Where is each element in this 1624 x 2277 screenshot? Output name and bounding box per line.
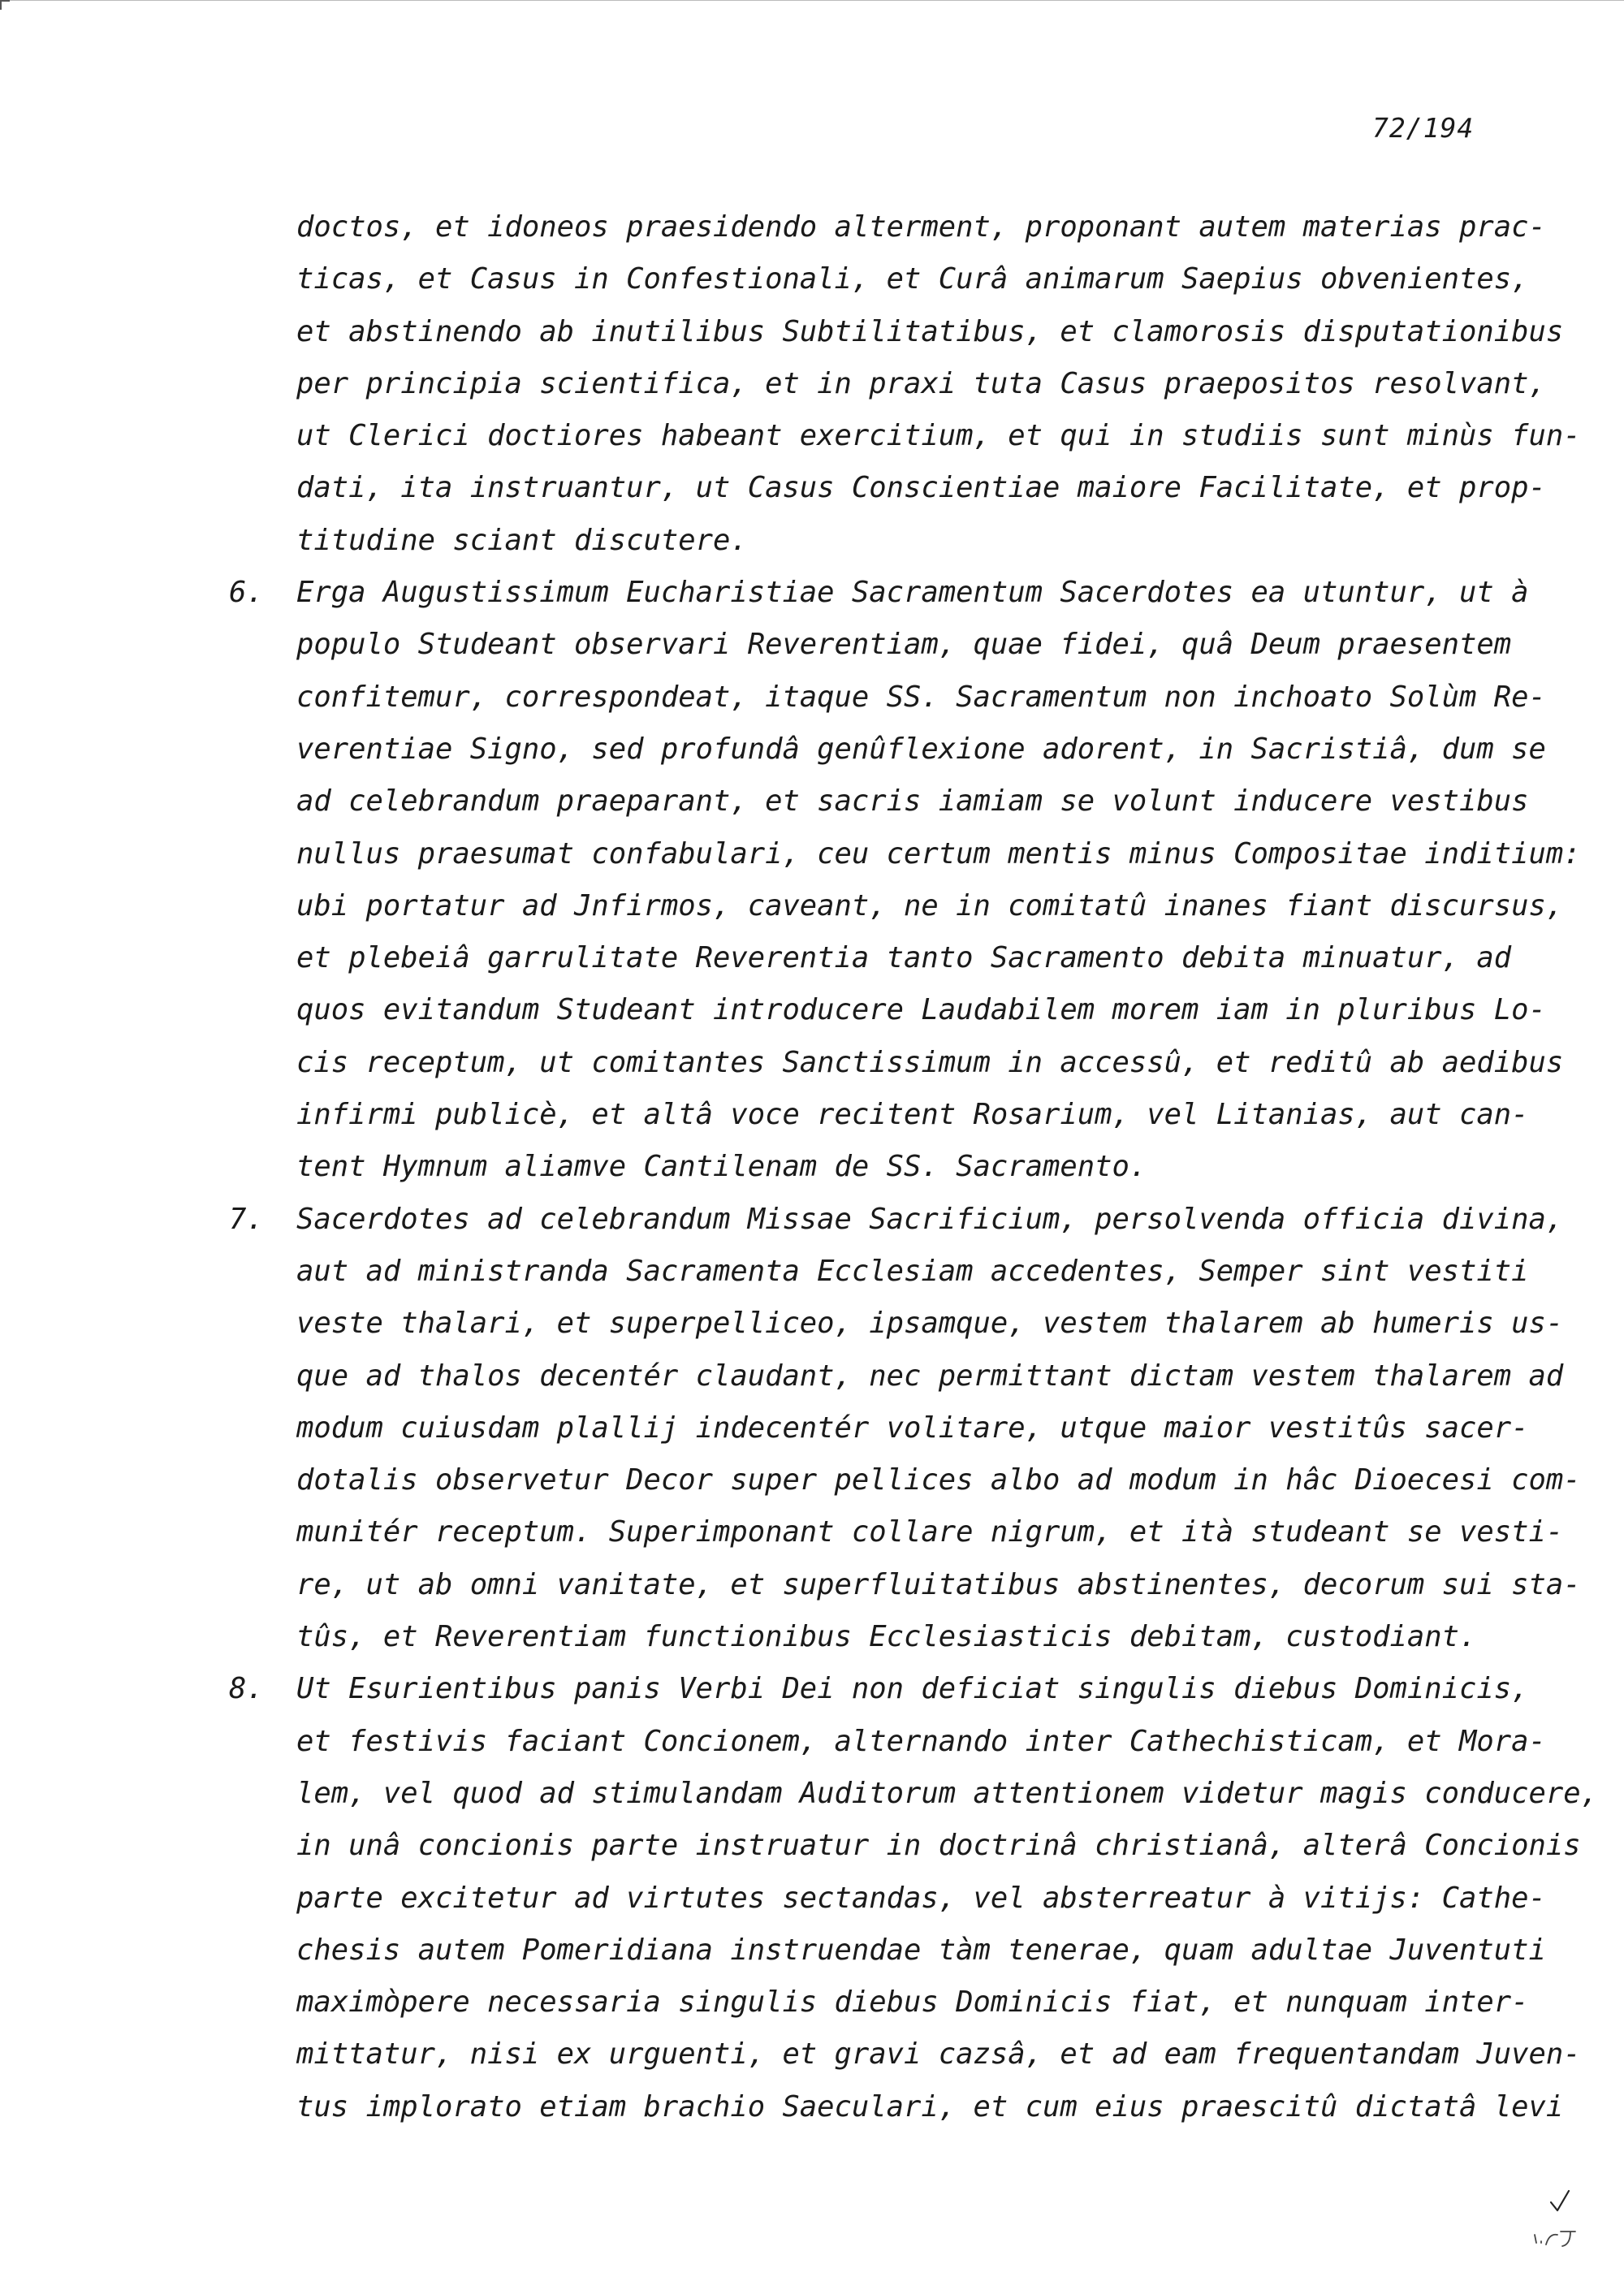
text-line: ticas, et Casus in Confestionali, et Curâ animarum Saepius obvenientes, xyxy=(296,262,1529,296)
check-mark xyxy=(1551,2191,1569,2210)
text-line: quos evitandum Studeant introducere Laudabilem morem iam in pluribus Lo- xyxy=(296,993,1546,1027)
text-line: infirmi publicè, et altâ voce recitent Rosarium, vel Litanias, aut can- xyxy=(296,1098,1529,1132)
text-line: Erga Augustissimum Eucharistiae Sacramentum Sacerdotes ea utuntur, ut à xyxy=(296,576,1529,610)
text-line: tent Hymnum aliamve Cantilenam de SS. Sacramento. xyxy=(296,1150,1147,1184)
text-line: maximòpere necessaria singulis diebus Dominicis fiat, et nunquam inter- xyxy=(296,1985,1529,2020)
text-line: per principia scientifica, et in praxi tuta Casus praepositos resolvant, xyxy=(296,366,1546,400)
text-line: aut ad ministranda Sacramenta Ecclesiam accedentes, Semper sint vestiti xyxy=(296,1254,1529,1288)
page-number: 72/194 xyxy=(1372,112,1475,144)
text-line: populo Studeant observari Reverentiam, quae fidei, quâ Deum praesentem xyxy=(296,628,1512,662)
text-line: re, ut ab omni vanitate, et superfluitatibus abstinentes, decorum sui sta- xyxy=(296,1567,1581,1601)
text-line: mittatur, nisi ex urguenti, et gravi cazsâ, et ad eam frequentandam Juven- xyxy=(296,2037,1581,2072)
top-rule xyxy=(0,0,1624,1)
text-line: nullus praesumat confabulari, ceu certum mentis minus Compositae inditium: xyxy=(296,836,1581,871)
text-line: et abstinendo ab inutilibus Subtilitatibus, et clamorosis disputationibus xyxy=(296,314,1564,348)
text-line: chesis autem Pomeridiana instruendae tàm tenerae, quam adultae Juventuti xyxy=(296,1933,1546,1967)
text-line: veste thalari, et superpelliceo, ipsamque, vestem thalarem ab humeris us- xyxy=(296,1307,1564,1341)
handwritten-annotation xyxy=(1535,2232,1575,2246)
paragraph-number: 8. xyxy=(229,1672,264,1706)
text-line: parte excitetur ad virtutes sectandas, vel absterreatur à vitijs: Cathe- xyxy=(296,1881,1546,1915)
text-line: dotalis observetur Decor super pellices albo ad modum in hâc Dioecesi com- xyxy=(296,1463,1581,1497)
paragraph-8 xyxy=(229,1663,1598,2133)
text-line: Ut Esurientibus panis Verbi Dei non deficiat singulis diebus Dominicis, xyxy=(296,1672,1529,1706)
text-line: et festivis faciant Concionem, alternando inter Cathechisticam, et Mora- xyxy=(296,1724,1546,1758)
text-line: lem, vel quod ad stimulandam Auditorum attentionem videtur magis conducere, xyxy=(296,1776,1598,1810)
text-line: munitér receptum. Superimponant collare nigrum, et ità studeant se vesti- xyxy=(296,1515,1564,1549)
continuation-paragraph xyxy=(296,201,1581,567)
text-line: et plebeiâ garrulitate Reverentia tanto Sacramento debita minuatur, ad xyxy=(296,941,1512,975)
handwritten-marks xyxy=(1527,2184,1592,2258)
text-line: tus implorato etiam brachio Saeculari, et cum eius praescitû dictatâ levi xyxy=(296,2089,1564,2124)
corner-mark xyxy=(0,0,10,10)
text-line: ad celebrandum praeparant, et sacris iamiam se volunt inducere vestibus xyxy=(296,784,1529,819)
text-line: doctos, et idoneos praesidendo alterment, proponant autem materias prac- xyxy=(296,210,1546,244)
text-line: confitemur, correspondeat, itaque SS. Sacramentum non inchoato Solùm Re- xyxy=(296,680,1546,714)
text-line: ut Clerici doctiores habeant exercitium, et qui in studiis sunt minùs fun- xyxy=(296,419,1581,453)
text-line: Sacerdotes ad celebrandum Missae Sacrificium, persolvenda officia divina, xyxy=(296,1202,1564,1236)
text-line: cis receptum, ut comitantes Sanctissimum in accessû, et reditû ab aedibus xyxy=(296,1045,1564,1079)
text-line: dati, ita instruantur, ut Casus Conscientiae maiore Facilitate, et prop- xyxy=(296,471,1546,505)
text-line: in unâ concionis parte instruatur in doctrinâ christianâ, alterâ Concionis xyxy=(296,1829,1581,1863)
text-line: modum cuiusdam plallij indecentér volitare, utque maior vestitûs sacer- xyxy=(296,1411,1529,1445)
text-line: que ad thalos decentér claudant, nec permittant dictam vestem thalarem ad xyxy=(296,1359,1564,1393)
paragraph-7 xyxy=(229,1194,1581,1664)
text-line: ubi portatur ad Jnfirmos, caveant, ne in comitatû inanes fiant discursus, xyxy=(296,888,1564,922)
paragraph-6 xyxy=(229,567,1581,1194)
text-line: tûs, et Reverentiam functionibus Ecclesiasticis debitam, custodiant. xyxy=(296,1620,1477,1654)
numbered-paragraphs xyxy=(229,567,1598,2133)
body-text xyxy=(229,201,1598,2133)
paragraph-number: 6. xyxy=(229,576,264,610)
text-line: verentiae Signo, sed profundâ genûflexione adorent, in Sacristiâ, dum se xyxy=(296,732,1546,766)
text-line: titudine sciant discutere. xyxy=(296,523,748,557)
paragraph-number: 7. xyxy=(229,1202,264,1236)
